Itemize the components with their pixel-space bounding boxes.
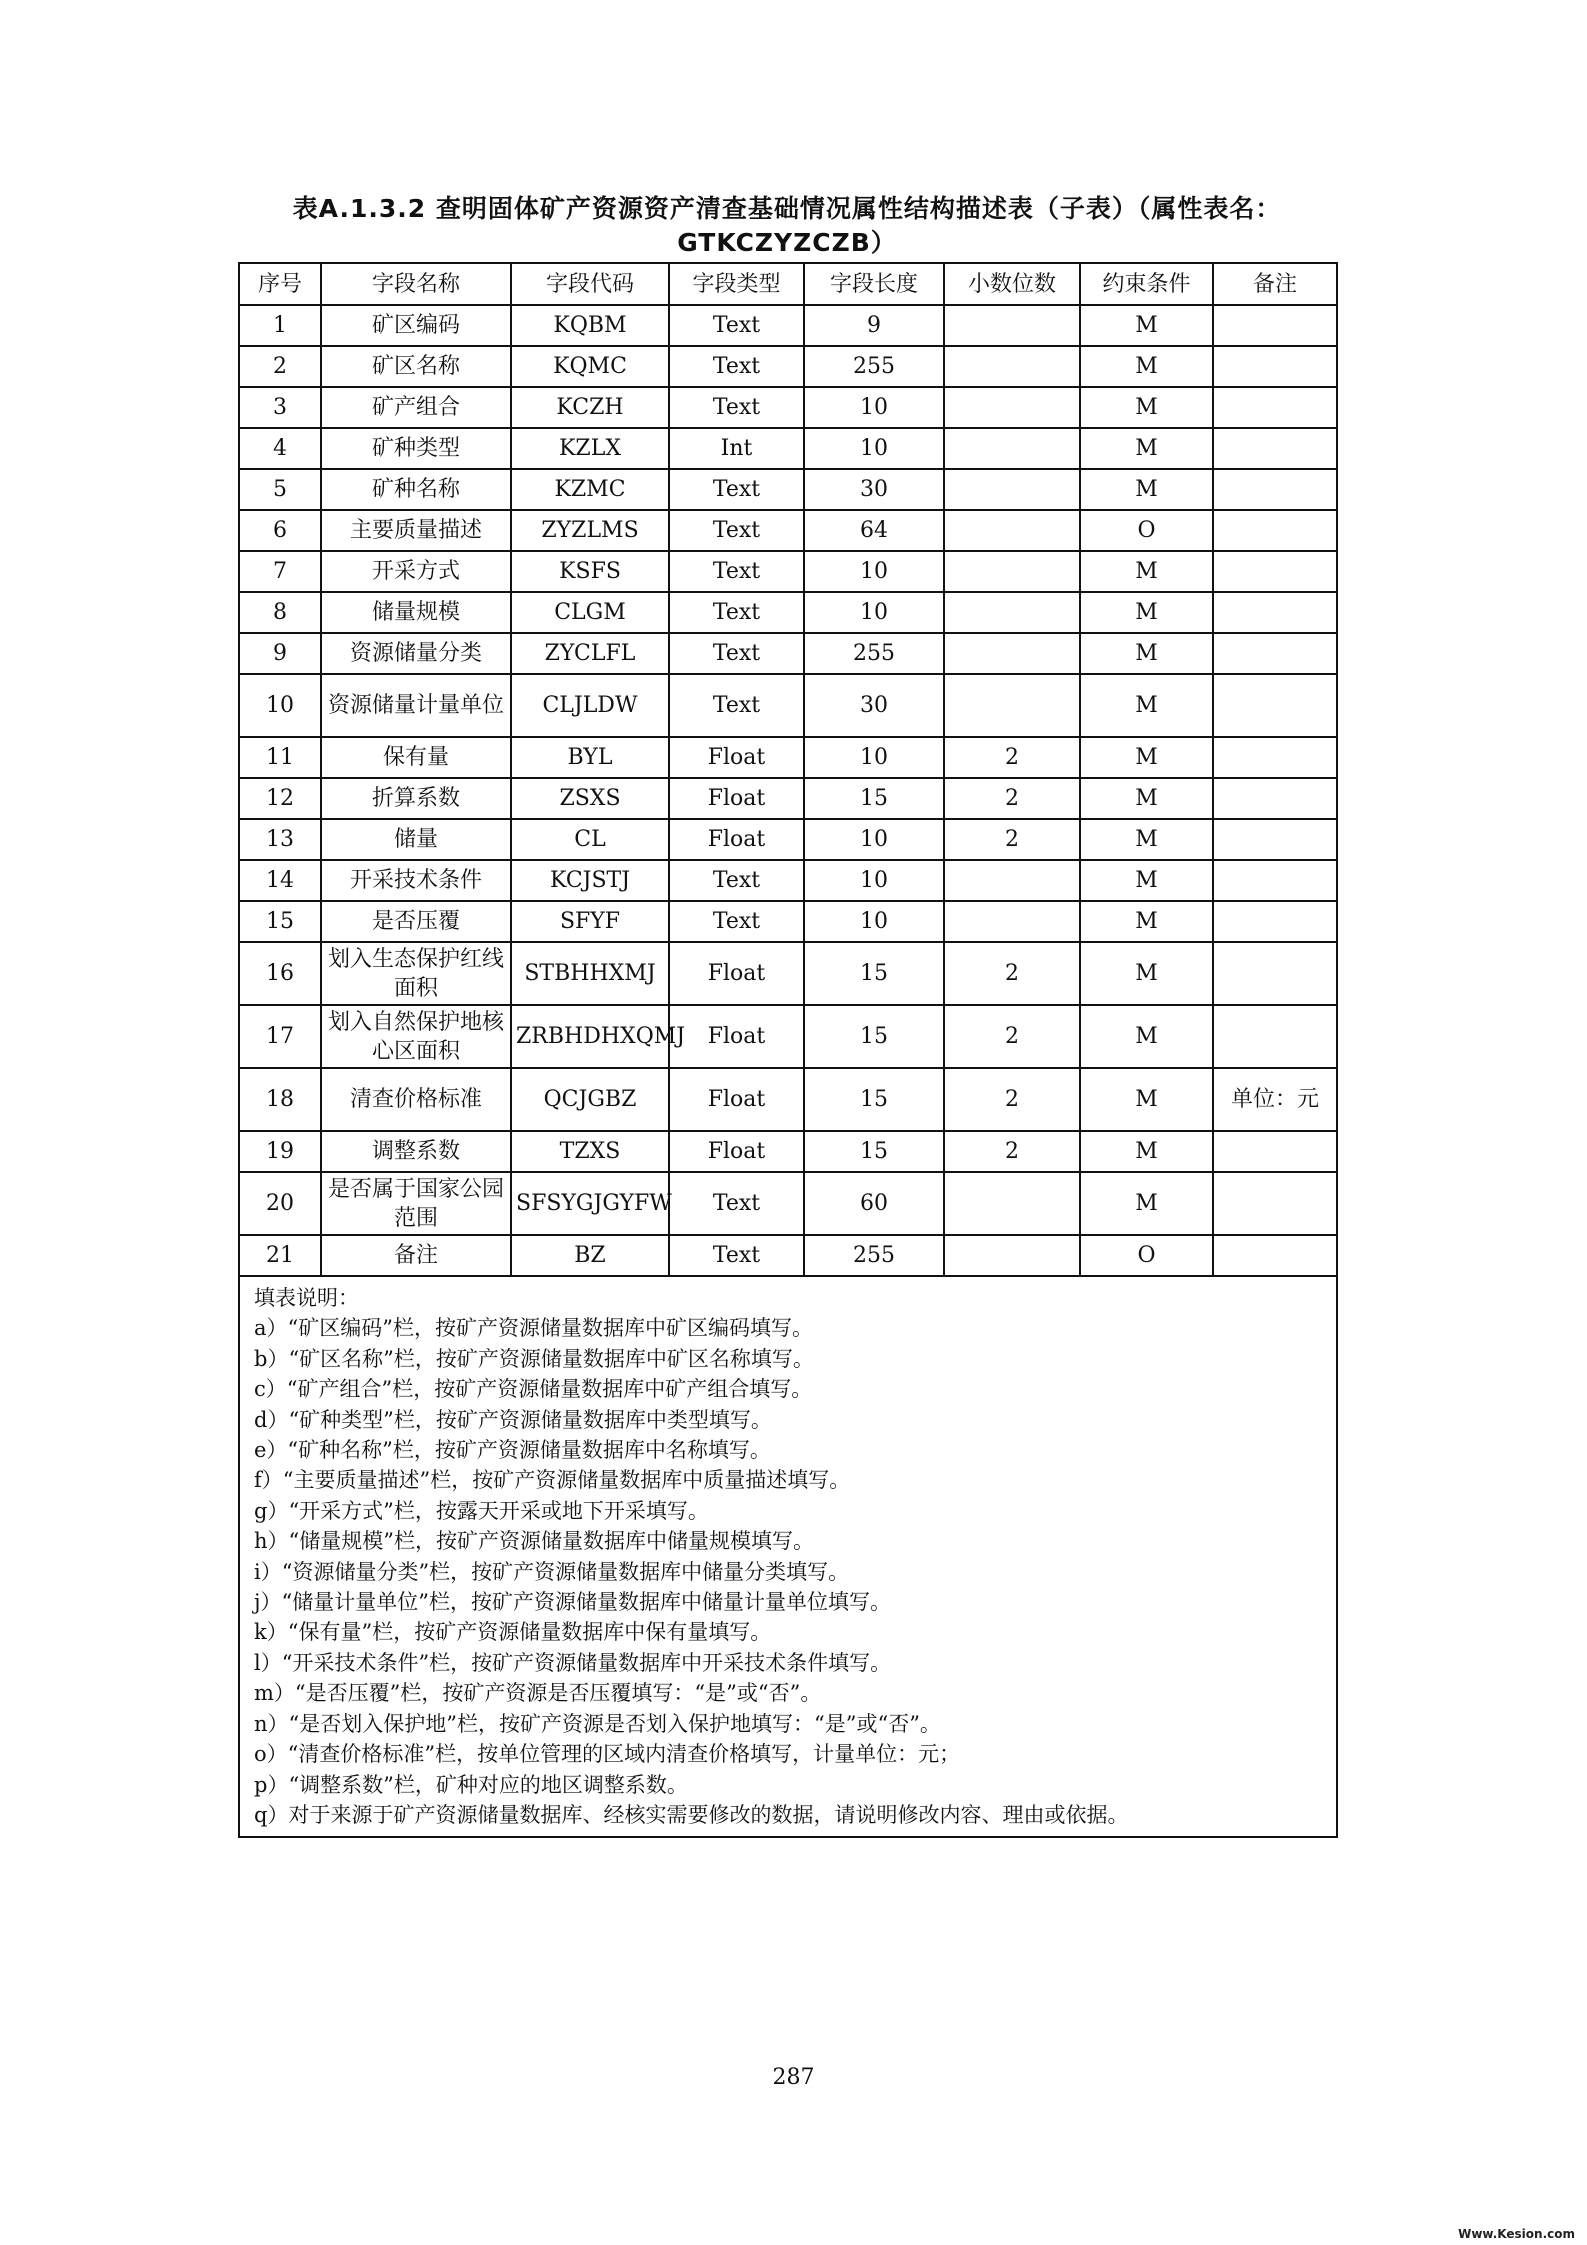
- cell-no: 1: [239, 305, 321, 346]
- cell-decimals: [944, 346, 1080, 387]
- cell-remark: [1213, 428, 1337, 469]
- header-no: 序号: [239, 263, 321, 305]
- cell-decimals: [944, 633, 1080, 674]
- table-row: [239, 346, 1337, 387]
- cell-code: KQMC: [511, 346, 669, 387]
- cell-type: Text: [669, 860, 804, 901]
- cell-length: 255: [804, 633, 944, 674]
- cell-decimals: [944, 551, 1080, 592]
- cell-remark: [1213, 510, 1337, 551]
- cell-length: 10: [804, 819, 944, 860]
- cell-type: Text: [669, 674, 804, 737]
- cell-decimals: 2: [944, 1005, 1080, 1068]
- cell-length: 15: [804, 1005, 944, 1068]
- cell-decimals: [944, 387, 1080, 428]
- note-line: h）“储量规模”栏，按矿产资源储量数据库中储量规模填写。: [254, 1529, 814, 1554]
- cell-decimals: 2: [944, 778, 1080, 819]
- cell-constraint: M: [1080, 469, 1213, 510]
- cell-code: KQBM: [511, 305, 669, 346]
- cell-constraint: M: [1080, 387, 1213, 428]
- cell-remark: [1213, 1005, 1337, 1068]
- note-line: o）“清查价格标准”栏，按单位管理的区域内清查价格填写，计量单位：元；: [254, 1742, 961, 1767]
- cell-no: 9: [239, 633, 321, 674]
- cell-name: 矿产组合: [321, 387, 511, 428]
- cell-name: 储量规模: [321, 592, 511, 633]
- table-title: [238, 192, 1336, 260]
- cell-name: 矿区编码: [321, 305, 511, 346]
- cell-constraint: M: [1080, 778, 1213, 819]
- cell-no: 18: [239, 1068, 321, 1131]
- table-row: [239, 1068, 1337, 1131]
- cell-code: TZXS: [511, 1131, 669, 1172]
- note-line: j）“储量计量单位”栏，按矿产资源储量数据库中储量计量单位填写。: [254, 1590, 891, 1615]
- cell-name: 清查价格标准: [321, 1068, 511, 1131]
- cell-type: Text: [669, 387, 804, 428]
- cell-code: ZSXS: [511, 778, 669, 819]
- header-code: 字段代码: [511, 263, 669, 305]
- cell-type: Text: [669, 901, 804, 942]
- cell-no: 4: [239, 428, 321, 469]
- cell-length: 9: [804, 305, 944, 346]
- cell-name: 主要质量描述: [321, 510, 511, 551]
- cell-code: QCJGBZ: [511, 1068, 669, 1131]
- cell-constraint: M: [1080, 346, 1213, 387]
- cell-length: 10: [804, 901, 944, 942]
- cell-no: 13: [239, 819, 321, 860]
- cell-remark: [1213, 469, 1337, 510]
- cell-code: CL: [511, 819, 669, 860]
- cell-decimals: 2: [944, 819, 1080, 860]
- cell-code: KZMC: [511, 469, 669, 510]
- cell-no: 11: [239, 737, 321, 778]
- note-line: k）“保有量”栏，按矿产资源储量数据库中保有量填写。: [254, 1620, 772, 1645]
- cell-code: KCJSTJ: [511, 860, 669, 901]
- table-row: [239, 387, 1337, 428]
- cell-constraint: M: [1080, 1068, 1213, 1131]
- note-line: f）“主要质量描述”栏，按矿产资源储量数据库中质量描述填写。: [254, 1468, 851, 1493]
- cell-remark: [1213, 551, 1337, 592]
- cell-length: 15: [804, 942, 944, 1005]
- cell-constraint: M: [1080, 737, 1213, 778]
- cell-type: Float: [669, 1005, 804, 1068]
- page-number: 287: [772, 2065, 815, 2090]
- cell-decimals: [944, 860, 1080, 901]
- cell-name: 是否属于国家公园范围: [321, 1172, 511, 1235]
- table-row: [239, 1172, 1337, 1235]
- note-line: b）“矿区名称”栏，按矿产资源储量数据库中矿区名称填写。: [254, 1346, 814, 1371]
- table-row: [239, 551, 1337, 592]
- cell-remark: [1213, 737, 1337, 778]
- cell-name: 资源储量分类: [321, 633, 511, 674]
- cell-constraint: M: [1080, 1172, 1213, 1235]
- cell-decimals: 2: [944, 737, 1080, 778]
- cell-constraint: M: [1080, 592, 1213, 633]
- cell-no: 10: [239, 674, 321, 737]
- cell-constraint: O: [1080, 510, 1213, 551]
- cell-decimals: [944, 510, 1080, 551]
- note-line: i）“资源储量分类”栏，按矿产资源储量数据库中储量分类填写。: [254, 1559, 850, 1584]
- cell-length: 10: [804, 737, 944, 778]
- header-decimals: 小数位数: [944, 263, 1080, 305]
- cell-constraint: O: [1080, 1235, 1213, 1276]
- cell-length: 10: [804, 551, 944, 592]
- cell-remark: [1213, 346, 1337, 387]
- table-row: [239, 1131, 1337, 1172]
- cell-code: CLGM: [511, 592, 669, 633]
- attribute-structure-table: [238, 262, 1338, 1838]
- cell-code: STBHHXMJ: [511, 942, 669, 1005]
- cell-type: Float: [669, 942, 804, 1005]
- cell-decimals: 2: [944, 942, 1080, 1005]
- cell-code: KZLX: [511, 428, 669, 469]
- cell-no: 12: [239, 778, 321, 819]
- cell-remark: [1213, 592, 1337, 633]
- table-row: [239, 1005, 1337, 1068]
- cell-remark: [1213, 860, 1337, 901]
- note-line: c）“矿产组合”栏，按矿产资源储量数据库中矿产组合填写。: [254, 1377, 813, 1402]
- cell-code: KCZH: [511, 387, 669, 428]
- cell-name: 矿种类型: [321, 428, 511, 469]
- cell-remark: [1213, 1131, 1337, 1172]
- cell-code: SFSYGJGYFW: [511, 1172, 669, 1235]
- header-name: 字段名称: [321, 263, 511, 305]
- cell-type: Text: [669, 1172, 804, 1235]
- cell-name: 矿种名称: [321, 469, 511, 510]
- cell-length: 30: [804, 674, 944, 737]
- note-line: n）“是否划入保护地”栏，按矿产资源是否划入保护地填写：“是”或“否”。: [254, 1711, 941, 1736]
- cell-no: 6: [239, 510, 321, 551]
- cell-name: 调整系数: [321, 1131, 511, 1172]
- cell-name: 保有量: [321, 737, 511, 778]
- table-title-line1: 表A.1.3.2 查明固体矿产资源资产清查基础情况属性结构描述表（子表）（属性表名：: [292, 194, 1282, 223]
- cell-remark: [1213, 819, 1337, 860]
- table-row: [239, 469, 1337, 510]
- cell-length: 10: [804, 860, 944, 901]
- cell-no: 8: [239, 592, 321, 633]
- cell-code: SFYF: [511, 901, 669, 942]
- cell-length: 255: [804, 346, 944, 387]
- cell-constraint: M: [1080, 428, 1213, 469]
- cell-decimals: [944, 901, 1080, 942]
- cell-decimals: [944, 1172, 1080, 1235]
- cell-type: Float: [669, 737, 804, 778]
- cell-no: 20: [239, 1172, 321, 1235]
- cell-name: 开采方式: [321, 551, 511, 592]
- cell-no: 17: [239, 1005, 321, 1068]
- cell-code: ZYZLMS: [511, 510, 669, 551]
- table-row: [239, 942, 1337, 1005]
- table-row: [239, 901, 1337, 942]
- table-row: [239, 1235, 1337, 1276]
- cell-code: BYL: [511, 737, 669, 778]
- note-line: d）“矿种类型”栏，按矿产资源储量数据库中类型填写。: [254, 1407, 772, 1432]
- notes-row: [239, 1276, 1337, 1837]
- watermark: Www.Kesion.com: [1458, 2227, 1575, 2241]
- note-line: g）“开采方式”栏，按露天开采或地下开采填写。: [254, 1498, 709, 1523]
- cell-length: 30: [804, 469, 944, 510]
- table-row: [239, 305, 1337, 346]
- cell-remark: [1213, 305, 1337, 346]
- cell-type: Text: [669, 633, 804, 674]
- cell-decimals: [944, 592, 1080, 633]
- cell-type: Text: [669, 1235, 804, 1276]
- cell-constraint: M: [1080, 901, 1213, 942]
- cell-no: 21: [239, 1235, 321, 1276]
- header-row: [239, 263, 1337, 305]
- cell-constraint: M: [1080, 1005, 1213, 1068]
- cell-constraint: M: [1080, 305, 1213, 346]
- header-constraint: 约束条件: [1080, 263, 1213, 305]
- cell-code: ZYCLFL: [511, 633, 669, 674]
- cell-constraint: M: [1080, 674, 1213, 737]
- notes-heading: 填表说明：: [254, 1286, 359, 1310]
- cell-constraint: M: [1080, 1131, 1213, 1172]
- cell-remark: [1213, 1172, 1337, 1235]
- cell-length: 10: [804, 428, 944, 469]
- table-row: [239, 860, 1337, 901]
- cell-remark: [1213, 387, 1337, 428]
- table-row: [239, 737, 1337, 778]
- cell-no: 16: [239, 942, 321, 1005]
- cell-constraint: M: [1080, 860, 1213, 901]
- table-row: [239, 674, 1337, 737]
- cell-constraint: M: [1080, 819, 1213, 860]
- cell-type: Float: [669, 1068, 804, 1131]
- cell-length: 255: [804, 1235, 944, 1276]
- header-remark: 备注: [1213, 263, 1337, 305]
- cell-name: 矿区名称: [321, 346, 511, 387]
- cell-length: 15: [804, 778, 944, 819]
- cell-type: Int: [669, 428, 804, 469]
- cell-type: Text: [669, 592, 804, 633]
- cell-decimals: [944, 428, 1080, 469]
- cell-length: 10: [804, 387, 944, 428]
- cell-name: 开采技术条件: [321, 860, 511, 901]
- cell-code: CLJLDW: [511, 674, 669, 737]
- table-row: [239, 633, 1337, 674]
- cell-remark: [1213, 633, 1337, 674]
- cell-type: Float: [669, 819, 804, 860]
- note-line: q）对于来源于矿产资源储量数据库、经核实需要修改的数据，请说明修改内容、理由或依据。: [254, 1802, 1129, 1827]
- cell-length: 15: [804, 1068, 944, 1131]
- cell-no: 2: [239, 346, 321, 387]
- cell-name: 备注: [321, 1235, 511, 1276]
- table-row: [239, 592, 1337, 633]
- cell-code: BZ: [511, 1235, 669, 1276]
- cell-name: 储量: [321, 819, 511, 860]
- cell-name: 资源储量计量单位: [321, 674, 511, 737]
- table-row: [239, 819, 1337, 860]
- cell-remark: [1213, 1235, 1337, 1276]
- cell-no: 19: [239, 1131, 321, 1172]
- cell-no: 14: [239, 860, 321, 901]
- cell-no: 5: [239, 469, 321, 510]
- cell-name: 折算系数: [321, 778, 511, 819]
- cell-decimals: 2: [944, 1068, 1080, 1131]
- cell-no: 15: [239, 901, 321, 942]
- note-line: l）“开采技术条件”栏，按矿产资源储量数据库中开采技术条件填写。: [254, 1650, 892, 1675]
- cell-constraint: M: [1080, 551, 1213, 592]
- table-row: [239, 778, 1337, 819]
- cell-remark: 单位：元: [1213, 1068, 1337, 1131]
- cell-remark: [1213, 674, 1337, 737]
- note-line: m）“是否压覆”栏，按矿产资源是否压覆填写：“是”或“否”。: [254, 1681, 822, 1706]
- cell-decimals: [944, 1235, 1080, 1276]
- cell-length: 10: [804, 592, 944, 633]
- cell-no: 7: [239, 551, 321, 592]
- cell-length: 60: [804, 1172, 944, 1235]
- cell-name: 划入自然保护地核心区面积: [321, 1005, 511, 1068]
- cell-constraint: M: [1080, 942, 1213, 1005]
- cell-decimals: 2: [944, 1131, 1080, 1172]
- cell-type: Text: [669, 510, 804, 551]
- table-row: [239, 510, 1337, 551]
- header-length: 字段长度: [804, 263, 944, 305]
- cell-remark: [1213, 942, 1337, 1005]
- cell-decimals: [944, 469, 1080, 510]
- table-title-line2: GTKCZYZCZB）: [677, 228, 897, 257]
- cell-decimals: [944, 305, 1080, 346]
- cell-name: 是否压覆: [321, 901, 511, 942]
- cell-constraint: M: [1080, 633, 1213, 674]
- cell-type: Float: [669, 1131, 804, 1172]
- fill-instructions: [239, 1276, 1337, 1837]
- cell-type: Float: [669, 778, 804, 819]
- cell-no: 3: [239, 387, 321, 428]
- cell-remark: [1213, 901, 1337, 942]
- cell-type: Text: [669, 305, 804, 346]
- header-type: 字段类型: [669, 263, 804, 305]
- cell-name: 划入生态保护红线面积: [321, 942, 511, 1005]
- note-line: a）“矿区编码”栏，按矿产资源储量数据库中矿区编码填写。: [254, 1316, 813, 1341]
- cell-decimals: [944, 674, 1080, 737]
- cell-type: Text: [669, 469, 804, 510]
- cell-type: Text: [669, 551, 804, 592]
- table-row: [239, 428, 1337, 469]
- cell-length: 15: [804, 1131, 944, 1172]
- cell-remark: [1213, 778, 1337, 819]
- cell-length: 64: [804, 510, 944, 551]
- note-line: e）“矿种名称”栏，按矿产资源储量数据库中名称填写。: [254, 1438, 771, 1463]
- cell-code: ZRBHDHXQMJ: [511, 1005, 669, 1068]
- cell-code: KSFS: [511, 551, 669, 592]
- note-line: p）“调整系数”栏，矿种对应的地区调整系数。: [254, 1772, 688, 1797]
- cell-type: Text: [669, 346, 804, 387]
